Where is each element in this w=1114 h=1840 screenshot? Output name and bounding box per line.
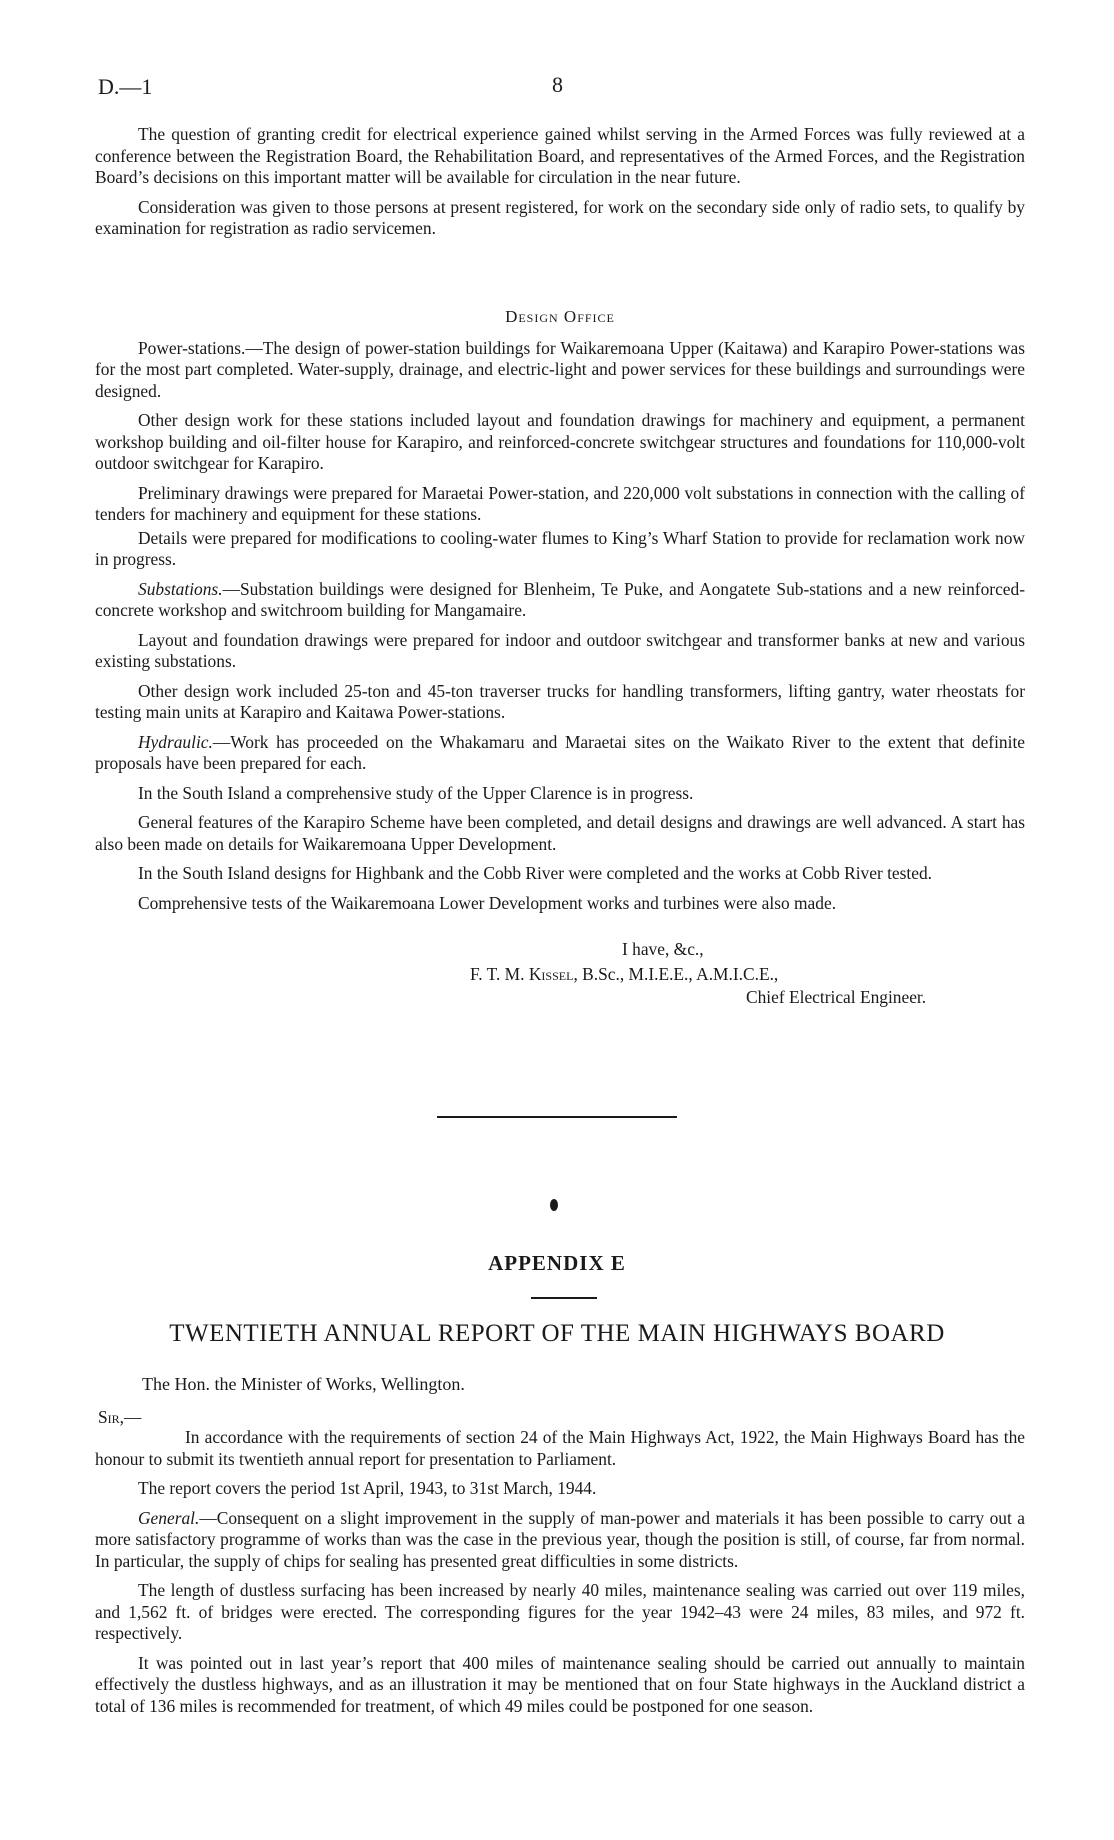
short-rule [531,1297,597,1299]
paragraph: In the South Island designs for Highbank and the Cobb River were completed and the works at Cobb River tested. [138,863,933,883]
section-main-highways [95,1427,1025,1725]
paragraph: Details were prepared for modifications to cooling-water flumes to King’s Wharf Station to provide for reclamation work now in progress. [95,527,1025,569]
paragraph: Other design work for these stations included layout and foundation drawings for machinery and equipment, a permanent workshop building and oil-filter house for Karapiro, and reinforced-concrete switchgear structures and foundations for 110,000-volt outdoor switchgear for Karapiro. [95,410,1025,473]
signatory-title: Chief Electrical Engineer. [746,987,927,1007]
paragraph [95,732,1025,775]
report-title: TWENTIETH ANNUAL REPORT OF THE MAIN HIGHWAYS BOARD [169,1320,945,1347]
paragraph: Preliminary drawings were prepared for Maraetai Power-station, and 220,000 volt substations in connection with the calling of tenders for machinery and equipment for these stations. [95,482,1025,524]
run-in-heading: Substations. [138,578,223,599]
salutation: Sir,— [98,1407,142,1427]
paragraph: The question of granting credit for electrical experience gained whilst serving in the Armed Forces was fully reviewed at a conference between the Registration Board, the Rehabilitation Board, and representatives of the Armed Forces, and the Registration Board’s decisions on this important matter will be available for circulation in the near future. [95,124,1025,187]
paragraph: Other design work included 25-ton and 45-ton traverser trucks for handling transformers, lifting gantry, water rheostats for testing main units at Karapiro and Kaitawa Power-stations. [95,680,1025,722]
addressee: The Hon. the Minister of Works, Wellington. [142,1374,465,1394]
closing: I have, &c., [622,939,704,959]
name-part: , B.Sc., M.I.E.E., A.M.I.C.E., [573,964,779,984]
paragraph-text: —Consequent on a slight improvement in the supply of man-power and materials it has been possible to carry out a more satisfactory programme of works than was the case in the previous year, though the position is still, of course, far from normal. In particular, the supply of chips for sealing has presented great difficulties in some districts. [95,1507,1025,1571]
paragraph-text: —Substation buildings were designed for Blenheim, Te Puke, and Aongatete Sub-stations and a new reinforced-concrete workshop and switchroom building for Mangamaire. [95,578,1025,620]
paragraph: It was pointed out in last year’s report that 400 miles of maintenance sealing should be carried out annually to maintain effectively the dustless highways, and as an illustration it may be mentioned that on four State highways in the Auckland district a total of 136 miles is recommended for treatment, of which 49 miles could be postponed for one season. [95,1652,1025,1716]
paragraph: Comprehensive tests of the Waikaremoana Lower Development works and turbines were also made. [138,892,837,913]
section-design-office [95,306,1025,922]
section-divider [437,1116,677,1118]
paragraph: The report covers the period 1st April, 1943, to 31st March, 1944. [138,1478,597,1498]
paragraph: Consideration was given to those persons at present registered, for work on the secondary side only of radio sets, to qualify by examination for registration as radio servicemen. [95,196,1025,238]
run-in-heading: Hydraulic. [138,731,213,752]
paragraph: General features of the Karapiro Scheme have been completed, and detail designs and drawings are well advanced. A start has also been made on details for Waikaremoana Upper Development. [95,812,1025,854]
paragraph-text: —Work has proceeded on the Whakamaru and Maraetai sites on the Waikato River to the extent that definite proposals have been prepared for each. [95,731,1025,773]
section-registration [95,124,1025,248]
paragraph [95,579,1025,622]
bullet-mark [550,1199,558,1211]
paragraph: In the South Island a comprehensive study of the Upper Clarence is in progress. [138,782,694,803]
page-number: 8 [552,72,563,97]
document-code: D.—1 [98,74,153,99]
run-in-heading: General. [138,1507,200,1528]
paragraph: Layout and foundation drawings were prepared for indoor and outdoor switchgear and transformer banks at new and various existing substations. [95,629,1025,671]
section-heading: Design Office [505,307,615,326]
appendix-label: APPENDIX E [488,1251,626,1275]
paragraph [95,1508,1025,1573]
surname: Kissel [528,964,574,984]
signatory-name [470,964,778,985]
paragraph: The length of dustless surfacing has been increased by nearly 40 miles, maintenance sealing was carried out over 119 miles, and 1,562 ft. of bridges were erected. The corresponding figures for the year 1942–43 were 24 miles, 83 miles, and 972 ft. respectively. [95,1580,1025,1643]
paragraph: Power-stations.—The design of power-station buildings for Waikaremoana Upper (Kaitawa) and Karapiro Power-stations was for the most part completed. Water-supply, drainage, and electric-light and power services for these buildings and surroundings were designed. [95,337,1025,401]
name-part: F. T. M. [470,964,529,984]
paragraph: In accordance with the requirements of section 24 of the Main Highways Act, 1922, the Main Highways Board has the honour to submit its twentieth annual report for presentation to Parliament. [95,1427,1025,1469]
